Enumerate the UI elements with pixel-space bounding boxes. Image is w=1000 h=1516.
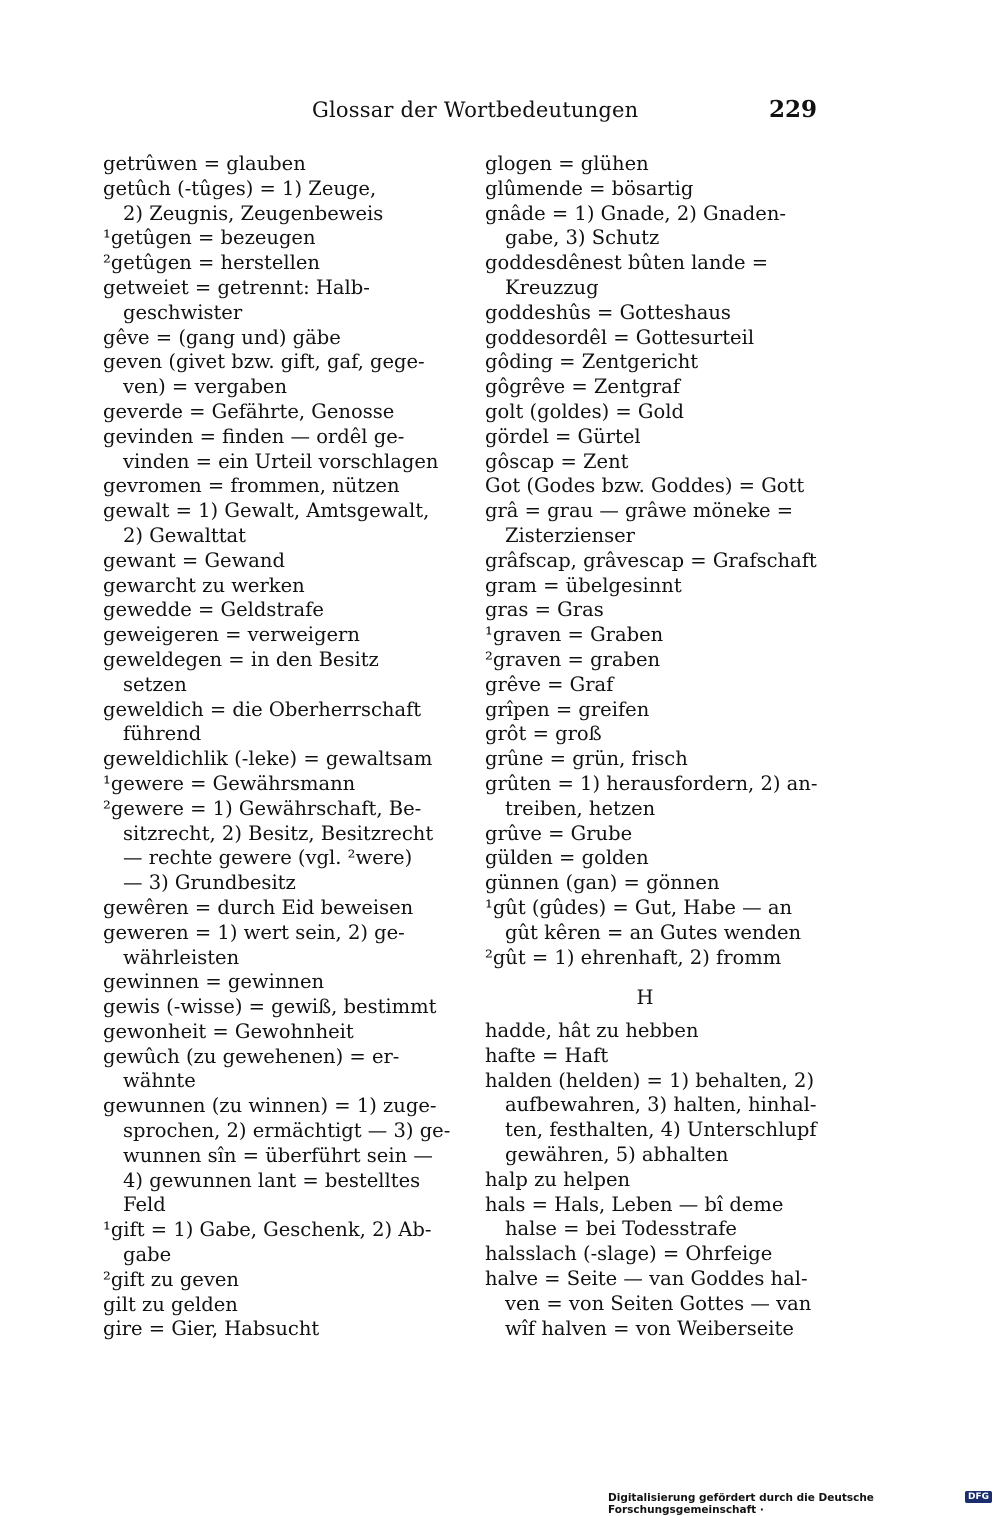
- glossary-line: ten, festhalten, 4) Unterschlupf: [505, 1118, 817, 1142]
- glossary-line: gewalt = 1) Gewalt, Amtsgewalt,: [103, 499, 430, 523]
- glossary-line: gewähren, 5) abhalten: [505, 1143, 729, 1167]
- glossary-line: aufbewahren, 3) halten, hinhal-: [505, 1093, 817, 1117]
- glossary-line: gôscap = Zent: [485, 449, 629, 473]
- glossary-line: gördel = Gürtel: [485, 424, 641, 448]
- glossary-line: gôgrêve = Zentgraf: [485, 375, 680, 399]
- glossary-line: gülden = golden: [485, 846, 649, 870]
- glossary-line: treiben, hetzen: [505, 796, 656, 820]
- glossary-line: günnen (gan) = gönnen: [485, 871, 720, 895]
- glossary-line: gewant = Gewand: [103, 548, 285, 572]
- glossary-line: gewedde = Geldstrafe: [103, 598, 324, 622]
- glossary-line: gram = übelgesinnt: [485, 573, 682, 597]
- glossary-line: wähnte: [123, 1069, 196, 1093]
- glossary-line: — rechte gewere (vgl. ²were): [123, 846, 413, 870]
- glossary-line: geven (givet bzw. gift, gaf, gege-: [103, 350, 425, 374]
- glossary-line: halsslach (-slage) = Ohrfeige: [485, 1242, 773, 1266]
- glossary-line: währleisten: [123, 945, 240, 969]
- glossary-line: sitzrecht, 2) Besitz, Besitzrecht: [123, 821, 434, 845]
- glossary-line: hafte = Haft: [485, 1043, 609, 1067]
- glossary-line: ²gût = 1) ehrenhaft, 2) fromm: [485, 945, 782, 969]
- glossary-line: gewinnen = gewinnen: [103, 970, 325, 994]
- glossary-line: halse = bei Todesstrafe: [505, 1217, 737, 1241]
- glossary-line: Feld: [123, 1193, 166, 1217]
- dfg-logo: DFG: [965, 1491, 992, 1503]
- glossary-line: sprochen, 2) ermächtigt — 3) ge-: [123, 1119, 451, 1143]
- glossary-line: gabe: [123, 1243, 172, 1267]
- glossary-line: geweldegen = in den Besitz: [103, 647, 379, 671]
- glossary-line: ²gift zu geven: [103, 1267, 239, 1291]
- glossary-line: ven) = vergaben: [123, 375, 288, 399]
- glossary-line: ²gewere = 1) Gewährschaft, Be-: [103, 796, 422, 820]
- glossary-line: grûten = 1) herausfordern, 2) an-: [485, 771, 818, 795]
- glossary-line: grûve = Grube: [485, 821, 633, 845]
- glossary-line: gewêren = durch Eid beweisen: [103, 895, 414, 919]
- glossary-line: grîpen = greifen: [485, 697, 650, 721]
- glossary-line: — 3) Grundbesitz: [123, 871, 296, 895]
- glossary-line: halp zu helpen: [485, 1167, 631, 1191]
- glossary-line: vinden = ein Urteil vorschlagen: [123, 449, 439, 473]
- glossary-line: hals = Hals, Leben — bî deme: [485, 1192, 784, 1216]
- glossary-line: gevromen = frommen, nützen: [103, 474, 400, 498]
- glossary-line: Got (Godes bzw. Goddes) = Gott: [485, 474, 805, 498]
- glossary-line: getweiet = getrennt: Halb-: [103, 275, 370, 299]
- page-number: 229: [769, 96, 818, 123]
- glossary-line: gôding = Zentgericht: [485, 350, 699, 374]
- glossary-line: geweldichlik (-leke) = gewaltsam: [103, 747, 433, 771]
- glossary-line: geverde = Gefährte, Genosse: [103, 399, 395, 423]
- glossary-line: gewarcht zu werken: [103, 573, 305, 597]
- glossary-line: führend: [123, 722, 202, 746]
- glossary-line: 4) gewunnen lant = bestelltes: [123, 1168, 421, 1192]
- glossary-line: grôt = groß: [485, 722, 602, 746]
- glossary-line: grâfscap, grâvescap = Grafschaft: [485, 548, 817, 572]
- glossary-line: glogen = glühen: [485, 152, 649, 175]
- glossary-line: Zisterzienser: [505, 523, 635, 547]
- glossary-line: goddesordêl = Gottesurteil: [485, 325, 755, 349]
- glossary-line: gilt zu gelden: [103, 1292, 238, 1316]
- footer-credit: Digitalisierung gefördert durch die Deutsche Forschungsgemeinschaft ·: [608, 1492, 874, 1516]
- glossary-line: geweren = 1) wert sein, 2) ge-: [103, 920, 405, 944]
- glossary-line: gewunnen (zu winnen) = 1) zuge-: [103, 1094, 437, 1118]
- section-heading-letter: H: [636, 986, 654, 1010]
- glossary-line: setzen: [123, 672, 187, 696]
- glossary-line: halve = Seite — van Goddes hal-: [485, 1267, 808, 1291]
- glossary-line: ¹graven = Graben: [485, 623, 664, 647]
- left-column: [103, 152, 451, 1342]
- glossary-line: halden (helden) = 1) behalten, 2): [485, 1068, 815, 1092]
- glossary-line: geweldich = die Oberherrschaft: [103, 697, 422, 721]
- glossary-line: hadde, hât zu hebben: [485, 1019, 699, 1043]
- glossary-line: 2) Gewalttat: [123, 523, 247, 547]
- glossary-line: ²graven = graben: [485, 647, 661, 671]
- glossary-line: wunnen sîn = überführt sein —: [123, 1143, 433, 1167]
- glossary-line: ¹gewere = Gewährsmann: [103, 771, 356, 795]
- glossary-line: ¹gût (gûdes) = Gut, Habe — an: [485, 895, 793, 919]
- glossary-line: wîf halven = von Weiberseite: [505, 1316, 794, 1340]
- glossary-line: gêve = (gang und) gäbe: [103, 325, 341, 349]
- glossary-line: gewonheit = Gewohnheit: [103, 1019, 354, 1043]
- glossary-line: ¹getûgen = bezeugen: [103, 226, 316, 250]
- header-title: Glossar der Wortbedeutungen: [312, 98, 639, 122]
- glossary-line: gras = Gras: [485, 598, 604, 622]
- glossary-line: gevinden = finden — ordêl ge-: [103, 424, 405, 448]
- right-column: [485, 152, 818, 1341]
- glossary-line: grêve = Graf: [485, 672, 614, 696]
- glossary-line: Kreuzzug: [505, 275, 599, 299]
- glossary-line: gewis (-wisse) = gewiß, bestimmt: [103, 995, 437, 1019]
- glossary-line: ven = von Seiten Gottes — van: [505, 1291, 812, 1315]
- glossary-line: grâ = grau — grâwe möneke =: [485, 499, 794, 523]
- glossary-line: gût kêren = an Gutes wenden: [505, 920, 802, 944]
- glossary-line: gabe, 3) Schutz: [505, 226, 660, 250]
- glossary-line: gire = Gier, Habsucht: [103, 1317, 320, 1341]
- glossary-line: gewûch (zu gewehenen) = er-: [103, 1044, 400, 1068]
- glossary-line: grûne = grün, frisch: [485, 747, 688, 771]
- glossary-line: goddeshûs = Gotteshaus: [485, 300, 731, 324]
- glossary-line: gnâde = 1) Gnade, 2) Gnaden-: [485, 201, 786, 225]
- glossary-line: 2) Zeugnis, Zeugenbeweis: [123, 201, 384, 225]
- glossary-line: goddesdênest bûten lande =: [485, 251, 769, 275]
- glossary-line: golt (goldes) = Gold: [485, 399, 684, 423]
- glossary-line: ²getûgen = herstellen: [103, 251, 320, 275]
- glossary-line: geweigeren = verweigern: [103, 623, 360, 647]
- glossary-line: ¹gift = 1) Gabe, Geschenk, 2) Ab-: [103, 1218, 432, 1242]
- glossary-line: getûch (-tûges) = 1) Zeuge,: [103, 176, 377, 200]
- glossary-line: glûmende = bösartig: [485, 176, 694, 200]
- glossary-line: getrûwen = glauben: [103, 152, 306, 175]
- glossary-line: geschwister: [123, 300, 243, 324]
